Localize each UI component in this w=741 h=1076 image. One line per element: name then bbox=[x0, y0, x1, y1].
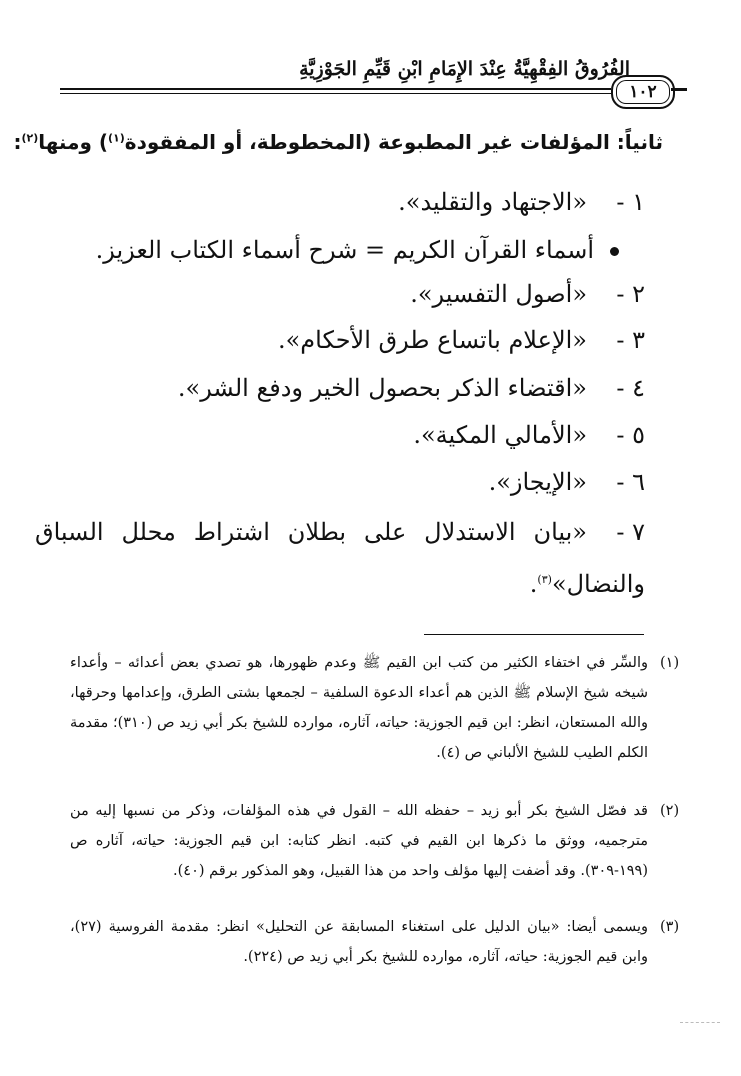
item-number: ٢ - bbox=[616, 280, 645, 308]
item-text: «أصول التفسير». bbox=[410, 280, 587, 308]
list-item bbox=[489, 468, 645, 496]
item-text: «بيان الاستدلال على بطلان اشتراط محلل السباق والنضال» bbox=[35, 518, 645, 598]
page-number-badge bbox=[611, 75, 675, 109]
footnote-text: قد فصّل الشيخ بكر أبو زيد – حفظه الله – القول في هذه المؤلفات، وذكر من نسبها إليه من مترجميه، ووثق ما ذكرها ابن القيم في كتبه. انظر كتابه: ابن قيم الجوزية: حياته، آثاره ص (١٩٩-٣٠٩). وقد أضفت إليها مؤلف واحد من هذا القبيل، وهو المذكور برقم (٤٠). bbox=[70, 803, 648, 879]
badge-ornament bbox=[671, 88, 687, 91]
item-text: «الاجتهاد والتقليد». bbox=[398, 188, 587, 216]
footnote-number: (١) bbox=[660, 655, 680, 671]
item-number: ٤ - bbox=[616, 374, 645, 402]
header-rule-thin bbox=[60, 93, 611, 94]
heading-text: ثانياً: المؤلفات غير المطبوعة (المخطوطة، أو المفقودة bbox=[124, 130, 663, 154]
header-rule bbox=[60, 88, 611, 90]
footnote-ref: (٣) bbox=[537, 573, 552, 586]
list-item bbox=[413, 421, 645, 449]
item-text: أسماء القرآن الكريم = شرح أسماء الكتاب العزيز. bbox=[95, 236, 594, 264]
footnote-number: (٢) bbox=[660, 803, 680, 819]
bullet-icon bbox=[610, 247, 619, 256]
footnote-text: ويسمى أيضا: «بيان الدليل على استغناء المسابقة عن التحليل» انظر: مقدمة الفروسية (٢٧)، وابن قيم الجوزية: حياته، آثاره، موارده للشيخ بكر أبي زيد ص (٢٢٤). bbox=[70, 919, 648, 965]
page-number: ١٠٢ bbox=[629, 82, 657, 102]
footnote bbox=[70, 648, 680, 768]
list-item bbox=[410, 280, 645, 308]
footnote-text: والسِّر في اختفاء الكثير من كتب ابن القيم ﷺ وعدم ظهورها، هو تصدي بعض أعدائه – وأعداء شيخه شيخ الإسلام ﷺ الذين هم أعداء الدعوة السلفية – لجمعها بشتى الطرق، وإعدامها وحرقها، والله المستعان، انظر: ابن قيم الجوزية: حياته، آثاره، موارده للشيخ بكر أبي زيد ص (٣١٠)؛ مقدمة الكلم الطيب للشيخ الألباني ص (٤). bbox=[70, 655, 648, 761]
item-number: ٥ - bbox=[616, 421, 645, 449]
footnote-separator bbox=[424, 634, 644, 635]
running-title: الفُرُوقُ الفِقْهِيَّةُ عِنْدَ الإِمَامِ ابْنِ قَيِّمِ الجَوْزِيَّةِ bbox=[299, 58, 630, 80]
item-text: «اقتضاء الذكر بحصول الخير ودفع الشر». bbox=[177, 374, 587, 402]
item-number: ٦ - bbox=[616, 468, 645, 496]
item-text: «الأمالي المكية». bbox=[413, 421, 587, 449]
footnote-ref: (١) bbox=[108, 131, 125, 145]
item-number: ١ - bbox=[616, 188, 645, 216]
list-item bbox=[96, 236, 619, 264]
footnote-ref: (٢) bbox=[21, 131, 39, 145]
list-item bbox=[278, 326, 645, 354]
heading-text-mid: ) ومنها bbox=[38, 130, 109, 154]
footnote bbox=[70, 912, 680, 972]
scan-artifact bbox=[680, 1022, 720, 1023]
item-text: «الإعلام باتساع طرق الأحكام». bbox=[277, 326, 587, 354]
footnote bbox=[70, 796, 680, 886]
heading-colon: : bbox=[13, 130, 22, 154]
list-item bbox=[178, 374, 645, 402]
footnote-number: (٣) bbox=[660, 919, 680, 935]
list-item bbox=[398, 188, 645, 216]
section-heading bbox=[13, 130, 663, 154]
item-end: . bbox=[529, 570, 538, 598]
item-text: «الإيجاز». bbox=[488, 468, 587, 496]
item-number: ٣ - bbox=[616, 326, 645, 354]
list-item bbox=[35, 508, 645, 608]
item-number: ٧ - bbox=[616, 518, 645, 546]
